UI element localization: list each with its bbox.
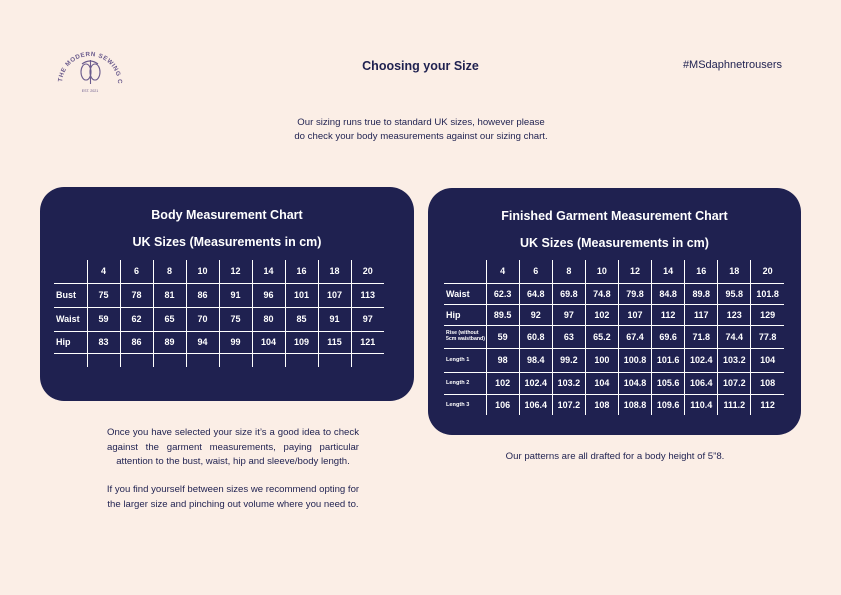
size-header: 8 [552, 260, 585, 283]
size-header: 14 [252, 260, 285, 283]
size-header: 8 [153, 260, 186, 283]
table-cell: 97 [552, 304, 585, 325]
size-header: 20 [751, 260, 784, 283]
height-note: Our patterns are all drafted for a body height of 5”8. [505, 451, 725, 462]
size-header: 10 [585, 260, 618, 283]
size-header: 4 [87, 260, 120, 283]
intro-line-1: Our sizing runs true to standard UK sizes, however please [297, 117, 545, 128]
logo-brand-text: THE MODERN SEWING C [57, 50, 124, 85]
table-cell: 89 [153, 331, 186, 353]
table-cell: 104 [252, 331, 285, 353]
table-cell: 115 [318, 331, 351, 353]
table-row [444, 394, 784, 415]
empty-cell [219, 353, 252, 367]
table-cell: 106.4 [519, 394, 552, 415]
table-cell: 112 [760, 399, 775, 410]
table-cell: 108.8 [618, 394, 651, 415]
table-cell: 80 [252, 307, 285, 331]
table-cell: 110.4 [685, 394, 718, 415]
table-row [444, 372, 784, 394]
table-cell: 101.6 [652, 348, 685, 372]
hashtag: #MSdaphnetrousers [682, 59, 782, 71]
row-label: Length 3 [444, 394, 486, 415]
table-cell: 102.4 [519, 372, 552, 394]
empty-cell [54, 353, 87, 367]
table-cell: 104.8 [618, 372, 651, 394]
row-label: Length 2 [444, 372, 486, 394]
table-cell: 103.2 [552, 372, 585, 394]
table-cell: 123 [718, 304, 751, 325]
advice-paragraph-1: Once you have selected your size it’s a good idea to check against the garment measurements, paying particular attention to the bust, waist, hip and sleeve/body length. [107, 427, 359, 467]
table-cell: 65.2 [585, 325, 618, 348]
table-cell: 60.8 [519, 325, 552, 348]
table-cell: 121 [351, 331, 384, 353]
table-cell: 108 [751, 372, 784, 394]
table-cell: 65 [153, 307, 186, 331]
empty-cell [87, 353, 120, 367]
table-cell: 101 [285, 283, 318, 307]
body-chart-subtitle: UK Sizes (Measurements in cm) [132, 235, 322, 249]
table-cell: 100 [585, 348, 618, 372]
logo-est-text: EST. 2021 [81, 89, 99, 93]
table-row [444, 283, 784, 304]
table-row [54, 331, 384, 353]
table-cell: 106.4 [685, 372, 718, 394]
table-cell: 108 [585, 394, 618, 415]
table-cell: 69.6 [652, 325, 685, 348]
table-cell: 67.4 [618, 325, 651, 348]
table-cell: 109.6 [652, 394, 685, 415]
table-cell: 100.8 [618, 348, 651, 372]
table-cell: 81 [153, 283, 186, 307]
row-label: Hip [54, 331, 87, 353]
table-cell: 98.4 [519, 348, 552, 372]
size-header: 18 [718, 260, 751, 283]
garment-measurement-table [444, 260, 784, 415]
table-cell: 104 [751, 348, 784, 372]
size-header: 6 [519, 260, 552, 283]
table-cell: 102.4 [685, 348, 718, 372]
table-cell: 107 [618, 304, 651, 325]
advice-paragraph-2: If you find yourself between sizes we recommend opting for the larger size and pinching out volume where you need to. [106, 484, 360, 510]
brand-logo [52, 38, 128, 102]
empty-cell [120, 353, 153, 367]
garment-measurement-card [428, 188, 801, 435]
table-cell: 59 [87, 307, 120, 331]
table-cell: 107 [318, 283, 351, 307]
table-cell: 63 [552, 325, 585, 348]
table-cell: 59 [486, 325, 519, 348]
table-cell: 84.8 [652, 283, 685, 304]
table-cell: 92 [519, 304, 552, 325]
table-cell: 98 [486, 348, 519, 372]
table-cell: 102 [585, 304, 618, 325]
table-cell: 75 [87, 283, 120, 307]
table-cell: 96 [252, 283, 285, 307]
size-header: 16 [285, 260, 318, 283]
table-cell: 64.8 [519, 283, 552, 304]
body-chart-title: Body Measurement Chart [151, 208, 303, 222]
intro-line-2: do check your body measurements against our sizing chart. [294, 131, 548, 142]
size-header: 4 [486, 260, 519, 283]
empty-cell [252, 353, 285, 367]
logo-emblem-icon [52, 38, 128, 102]
table-cell: 91 [219, 283, 252, 307]
row-label: Rise (without 5cm waistband) [444, 325, 486, 348]
table-cell: 62.3 [486, 283, 519, 304]
table-cell: 106 [486, 394, 519, 415]
table-cell: 86 [186, 283, 219, 307]
table-cell: 97 [351, 307, 384, 331]
row-label: Hip [444, 304, 486, 325]
corner-cell [444, 260, 486, 283]
table-cell: 99.2 [552, 348, 585, 372]
table-cell: 105.6 [652, 372, 685, 394]
table-cell: 70 [186, 307, 219, 331]
size-header: 16 [685, 260, 718, 283]
table-row [54, 307, 384, 331]
table-row-empty [54, 353, 384, 367]
table-cell: 79.8 [618, 283, 651, 304]
table-cell: 85 [285, 307, 318, 331]
table-cell: 101.8 [751, 283, 784, 304]
table-cell: 74.4 [718, 325, 751, 348]
table-cell: 86 [120, 331, 153, 353]
table-row [444, 325, 784, 348]
table-cell: 112 [652, 304, 685, 325]
table-cell: 111.2 [718, 394, 751, 415]
size-header: 18 [318, 260, 351, 283]
table-cell: 103.2 [718, 348, 751, 372]
empty-cell [186, 353, 219, 367]
size-header-row [54, 260, 384, 283]
table-cell: 83 [87, 331, 120, 353]
table-cell: 109 [285, 331, 318, 353]
table-cell: 78 [120, 283, 153, 307]
empty-cell [318, 353, 351, 367]
table-cell: 77.8 [751, 325, 784, 348]
table-cell: 62 [120, 307, 153, 331]
table-cell: 94 [186, 331, 219, 353]
table-cell: 95.8 [718, 283, 751, 304]
table-cell: 104 [585, 372, 618, 394]
size-header: 20 [351, 260, 384, 283]
table-row [444, 304, 784, 325]
table-cell: 102 [486, 372, 519, 394]
size-header: 12 [219, 260, 252, 283]
table-cell: 107.2 [718, 372, 751, 394]
size-header: 12 [618, 260, 651, 283]
table-cell: 129 [751, 304, 784, 325]
empty-cell [285, 353, 318, 367]
page-title: Choosing your Size [362, 59, 479, 73]
body-measurement-table [54, 260, 384, 367]
empty-cell [153, 353, 186, 367]
size-header: 10 [186, 260, 219, 283]
size-header: 14 [652, 260, 685, 283]
table-cell: 75 [219, 307, 252, 331]
body-measurement-card [40, 187, 414, 401]
intro-text [270, 116, 572, 144]
table-cell: 99 [219, 331, 252, 353]
table-cell: 113 [351, 283, 384, 307]
empty-cell [351, 353, 384, 367]
table-row [54, 283, 384, 307]
row-label: Waist [444, 283, 486, 304]
table-cell: 89.8 [685, 283, 718, 304]
garment-chart-subtitle: UK Sizes (Measurements in cm) [520, 236, 709, 250]
table-row [444, 348, 784, 372]
size-header-row [444, 260, 784, 283]
size-header: 6 [120, 260, 153, 283]
table-cell: 89.5 [486, 304, 519, 325]
table-cell: 117 [685, 304, 718, 325]
row-label: Waist [54, 307, 87, 331]
corner-cell [54, 260, 87, 283]
table-cell: 71.8 [685, 325, 718, 348]
table-cell: 74.8 [585, 283, 618, 304]
row-label: Bust [54, 283, 87, 307]
table-cell: 91 [318, 307, 351, 331]
table-cell: 107.2 [552, 394, 585, 415]
garment-chart-title: Finished Garment Measurement Chart [501, 209, 728, 223]
row-label: Length 1 [444, 348, 486, 372]
table-cell: 69.8 [552, 283, 585, 304]
